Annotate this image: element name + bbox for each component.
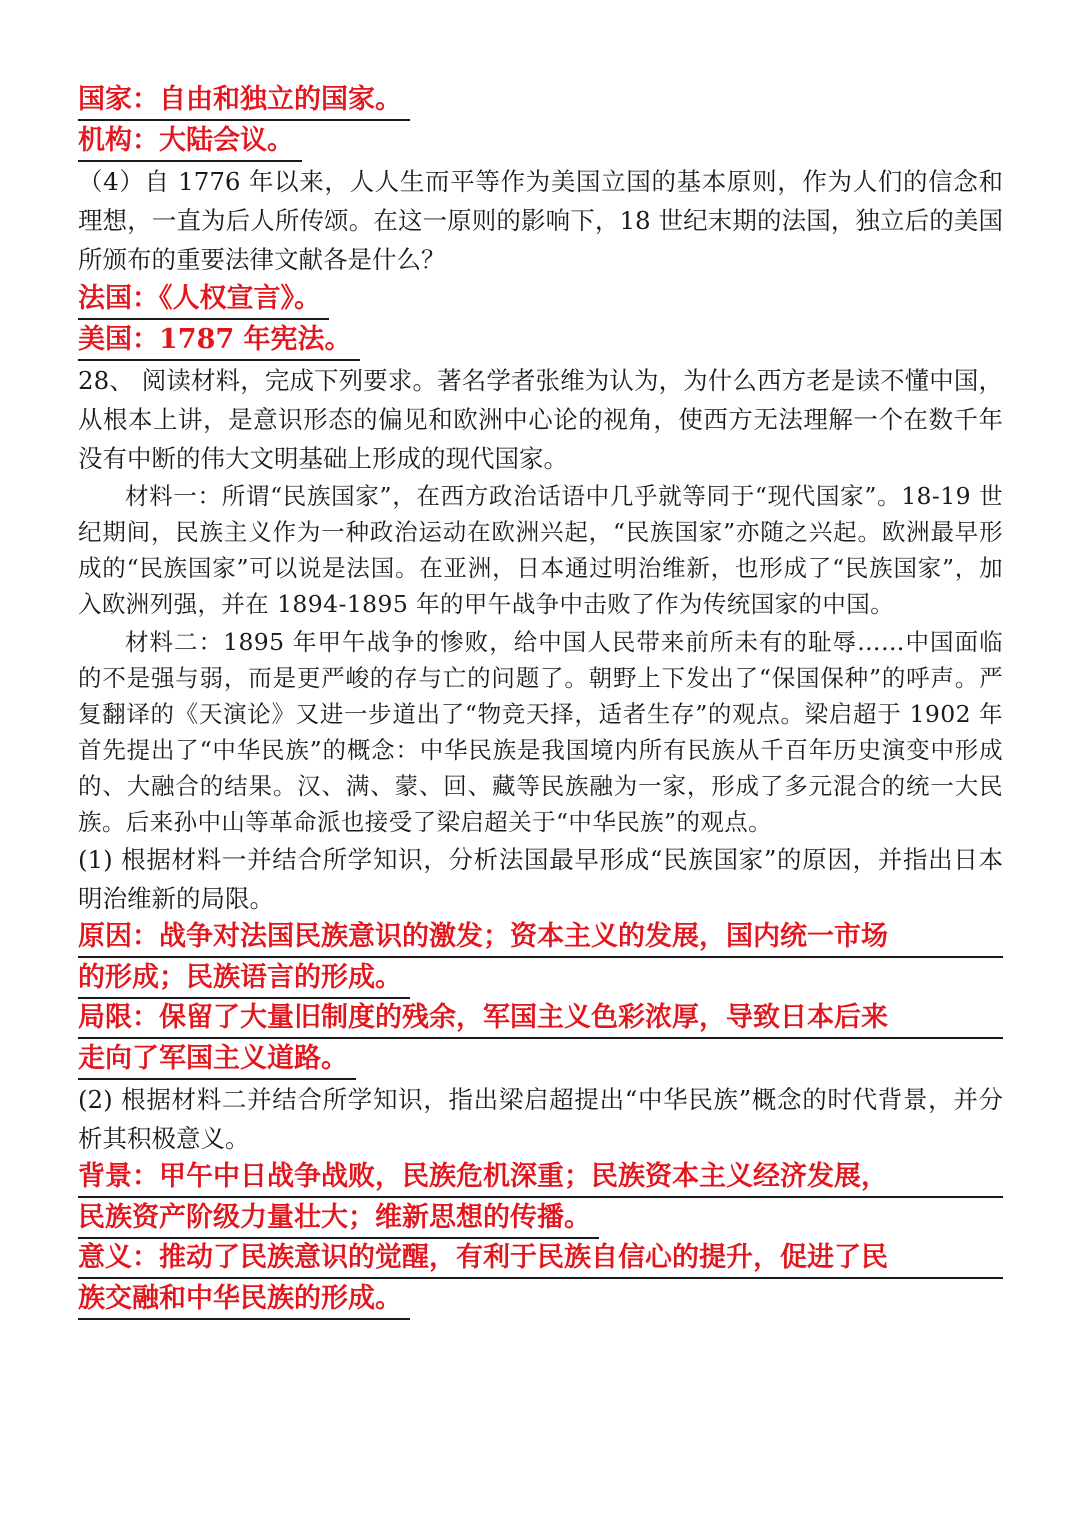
sub-question-1: (1) 根据材料一并结合所学知识，分析法国最早形成“民族国家”的原因，并指出日本明治维新的局限。 xyxy=(78,845,1003,913)
answer-faguo-text: 法国：《人权宣言》。 xyxy=(78,280,329,320)
answer-jigou xyxy=(78,121,1003,162)
answer-juxian xyxy=(78,999,1003,1080)
answer-beijing-line-1: 背景：甲午中日战争战败，民族危机深重；民族资本主义经济发展， xyxy=(78,1158,1003,1198)
answer-juxian-line-2: 走向了军国主义道路。 xyxy=(78,1040,356,1080)
question-4: （4）自 1776 年以来，人人生而平等作为美国立国的基本原则，作为人们的信念和理想，一直为后人所传颂。在这一原则的影响下，18 世纪末期的法国，独立后的美国所颁布的重要法律文献各是什么？ xyxy=(78,167,1003,274)
answer-beijing xyxy=(78,1158,1003,1239)
material-1: 材料一：所谓“民族国家”，在西方政治话语中几乎就等同于“现代国家”。18-19 世纪期间，民族主义作为一种政治运动在欧洲兴起，“民族国家”亦随之兴起。欧洲最早形成的“民族国家”可以说是法国。在亚洲，日本通过明治维新，也形成了“民族国家”，加入欧洲列强，并在 1894-1895 年的甲午战争中击败了作为传统国家的中国。 xyxy=(78,482,1003,618)
answer-guojia-text: 国家：自由和独立的国家。 xyxy=(78,81,410,121)
answer-jigou-text: 机构：大陆会议。 xyxy=(78,122,302,162)
question-28-intro: 28、 阅读材料，完成下列要求。著名学者张维为认为，为什么西方老是读不懂中国，从根本上讲，是意识形态的偏见和欧洲中心论的视角，使西方无法理解一个在数千年没有中断的伟大文明基础上形成的现代国家。 xyxy=(78,366,1003,473)
answer-beijing-line-2: 民族资产阶级力量壮大；维新思想的传播。 xyxy=(78,1199,599,1239)
answer-yiyi-line-2: 族交融和中华民族的形成。 xyxy=(78,1280,410,1320)
answer-yuanyin-line-2: 的形成；民族语言的形成。 xyxy=(78,959,410,999)
answer-yuanyin xyxy=(78,918,1003,999)
answer-guojia xyxy=(78,80,1003,121)
answer-yuanyin-line-1: 原因：战争对法国民族意识的激发；资本主义的发展，国内统一市场 xyxy=(78,918,1003,958)
answer-meiguo xyxy=(78,320,1003,361)
answer-meiguo-text: 美国：1787 年宪法。 xyxy=(78,321,360,361)
answer-yiyi-line-1: 意义：推动了民族意识的觉醒，有利于民族自信心的提升，促进了民 xyxy=(78,1239,1003,1279)
sub-question-2: (2) 根据材料二并结合所学知识，指出梁启超提出“中华民族”概念的时代背景，并分析其积极意义。 xyxy=(78,1085,1003,1153)
answer-yiyi xyxy=(78,1239,1003,1320)
answer-juxian-line-1: 局限：保留了大量旧制度的残余，军国主义色彩浓厚，导致日本后来 xyxy=(78,999,1003,1039)
material-2: 材料二：1895 年甲午战争的惨败，给中国人民带来前所未有的耻辱……中国面临的不是强与弱，而是更严峻的存与亡的问题了。朝野上下发出了“保国保种”的呼声。严复翻译的《天演论》又进一步道出了“物竞天择，适者生存”的观点。梁启超于 1902 年首先提出了“中华民族”的概念：中华民族是我国境内所有民族从千百年历史演变中形成的、大融合的结果。汉、满、蒙、回、藏等民族融为一家，形成了多元混合的统一大民族。后来孙中山等革命派也接受了梁启超关于“中华民族”的观点。 xyxy=(78,628,1003,836)
document-page xyxy=(78,80,1003,1320)
answer-faguo xyxy=(78,279,1003,320)
